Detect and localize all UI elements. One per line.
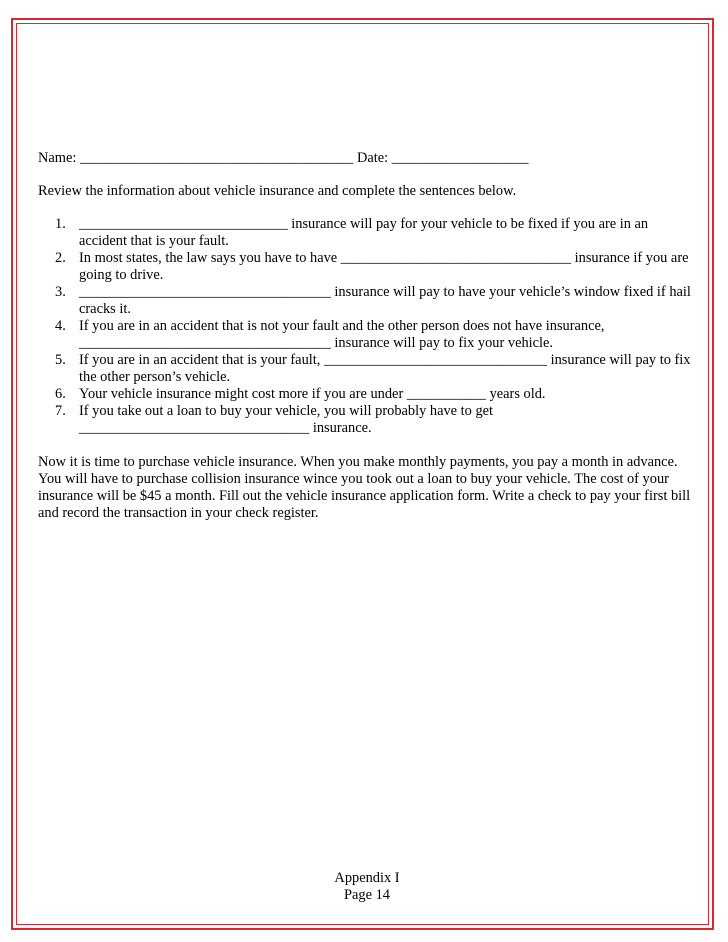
worksheet-content bbox=[38, 150, 692, 522]
name-date-line: Name: ______________________________________ Date: ___________________ bbox=[38, 150, 529, 166]
question-number: 6. bbox=[55, 386, 66, 402]
question-item bbox=[38, 216, 692, 250]
question-item bbox=[38, 318, 692, 352]
question-list bbox=[38, 216, 692, 437]
question-text: _____________________________ insurance will pay for your vehicle to be fixed if you are in an accident that is your fault. bbox=[79, 216, 649, 249]
page-number: Page 14 bbox=[344, 887, 390, 903]
instructions-text: Review the information about vehicle insurance and complete the sentences below. bbox=[38, 183, 517, 199]
question-text: ___________________________________ insurance will pay to have your vehicle’s window fixed if hail cracks it. bbox=[79, 284, 691, 317]
question-text: If you are in an accident that is your fault, _______________________________ insurance will pay to fix the other person’s vehicle. bbox=[79, 352, 691, 385]
question-text: In most states, the law says you have to have ________________________________ insurance if you are going to drive. bbox=[79, 250, 689, 283]
question-number: 2. bbox=[55, 250, 66, 266]
question-number: 5. bbox=[55, 352, 66, 368]
question-number: 3. bbox=[55, 284, 66, 300]
question-item bbox=[38, 284, 692, 318]
appendix-label: Appendix I bbox=[334, 870, 400, 886]
question-text: If you take out a loan to buy your vehicle, you will probably have to get ________________________________ insurance. bbox=[79, 403, 494, 436]
question-number: 7. bbox=[55, 403, 66, 419]
question-number: 1. bbox=[55, 216, 66, 232]
purchase-instructions: Now it is time to purchase vehicle insurance. When you make monthly payments, you pay a month in advance. You will have to purchase collision insurance wince you took out a loan to buy your vehicle. The cost of your insurance will be $45 a month. Fill out the vehicle insurance application form. Write a check to pay your first bill and record the transaction in your check register. bbox=[38, 454, 691, 521]
question-item bbox=[38, 403, 692, 437]
question-item bbox=[38, 386, 692, 403]
question-text: Your vehicle insurance might cost more if you are under ___________ years old. bbox=[79, 386, 546, 402]
question-number: 4. bbox=[55, 318, 66, 334]
page-footer bbox=[0, 870, 728, 904]
question-text: If you are in an accident that is not your fault and the other person does not have insurance, ___________________________________ insurance will pay to fix your vehicle. bbox=[79, 318, 605, 351]
question-item bbox=[38, 352, 692, 386]
question-item bbox=[38, 250, 692, 284]
